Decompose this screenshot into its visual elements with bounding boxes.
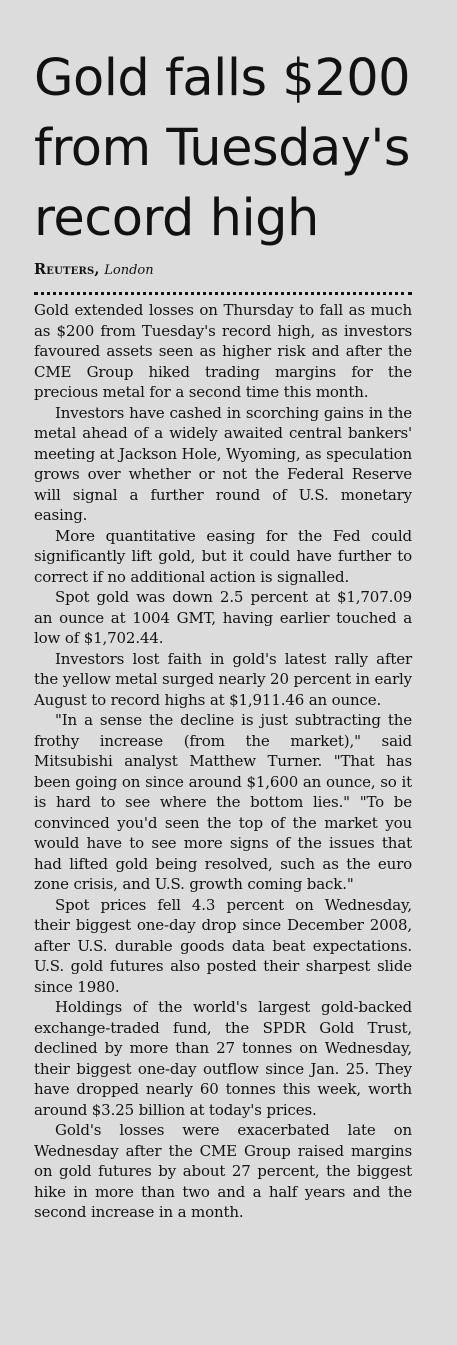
article-headline: Gold falls $200 from Tuesday's record high [34, 49, 411, 248]
article-paragraph: Gold's losses were exacerbated late on Wednesday after the CME Group raised margins on gold futures by about 27 percent, the biggest hike in more than two and a half years and the second increase in a month. [34, 1121, 412, 1221]
article-body [34, 300, 412, 1223]
article-paragraph: Investors lost faith in gold's latest rally after the yellow metal surged nearly 20 percent in early August to record highs at $1,911.46 an ounce. [34, 649, 412, 709]
article-paragraph: Investors have cashed in scorching gains in the metal ahead of a widely awaited central bankers' meeting at Jackson Hole, Wyoming, as speculation grows over whether or not the Federal Reserve will signal a further round of U.S. monetary easing. [34, 403, 412, 524]
article-paragraph: Gold extended losses on Thursday to fall as much as $200 from Tuesday's record high, as investors favoured assets seen as higher risk and after the CME Group hiked trading margins for the precious metal for a second time this month. [34, 301, 412, 401]
news-article [34, 44, 412, 1223]
byline [34, 261, 412, 280]
article-paragraph: Holdings of the world's largest gold-backed exchange-traded fund, the SPDR Gold Trust, declined by more than 27 tonnes on Wednesday, their biggest one-day outflow since Jan. 25. They have dropped nearly 60 tonnes this week, worth around $3.25 billion at today's prices. [34, 998, 412, 1119]
article-paragraph: Spot gold was down 2.5 percent at $1,707.09 an ounce at 1004 GMT, having earlier touched a low of $1,702.44. [34, 588, 412, 647]
byline-agency: Reuters, [34, 261, 100, 278]
article-paragraph: More quantitative easing for the Fed could significantly lift gold, but it could have further to correct if no additional action is signalled. [34, 526, 412, 586]
byline-place: London [104, 263, 154, 278]
article-paragraph: "In a sense the decline is just subtracting the frothy increase (from the market)," said Mitsubishi analyst Matthew Turner. "That has been going on since around $1,600 an ounce, so it is hard to see where the bottom lies." "To be convinced you'd seen the top of the market you would have to see more signs of the issues that had lifted gold being resolved, such as the euro zone crisis, and U.S. growth coming back." [34, 711, 412, 893]
dotted-divider [34, 292, 412, 295]
article-paragraph: Spot prices fell 4.3 percent on Wednesday, their biggest one-day drop since December 2008, after U.S. durable goods data beat expectations. U.S. gold futures also posted their sharpest slide since 1980. [34, 895, 412, 996]
